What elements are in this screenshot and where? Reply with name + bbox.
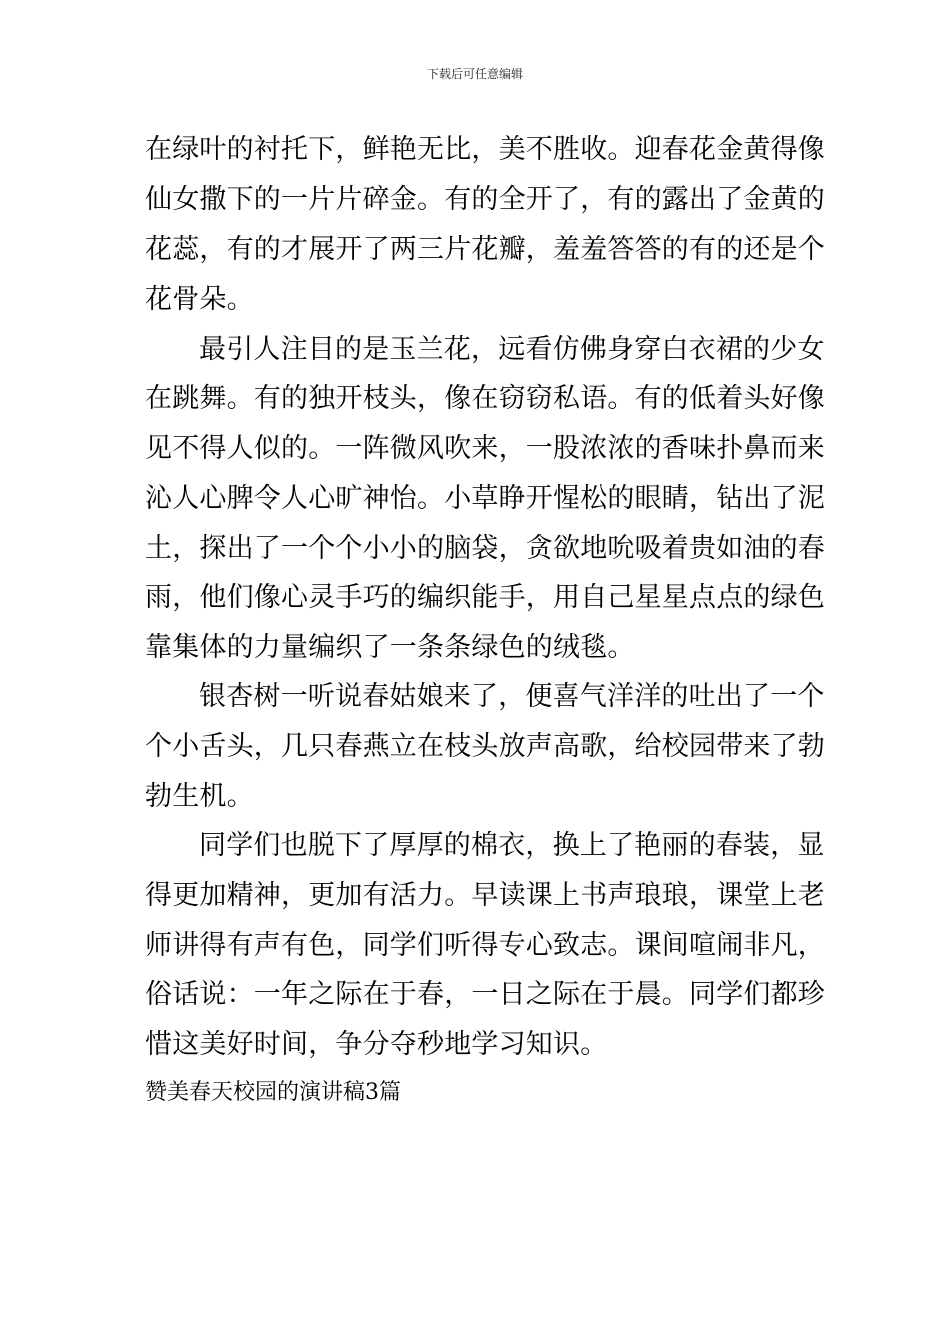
text-line: 沁人心脾令人心旷神怡。小草睁开惺松的眼睛，钻出了泥 [145, 483, 825, 514]
page-header: 下载后可任意编辑 [426, 67, 523, 81]
section-title: 赞美春天校园的演讲稿3篇 [145, 1080, 401, 1105]
text-line: 惜这美好时间，争分夺秒地学习知识。 [145, 1029, 608, 1060]
text-line: 土，探出了一个个小小的脑袋，贪欲地吮吸着贵如油的春 [145, 533, 825, 564]
text-line: 花骨朵。 [145, 284, 254, 315]
text-line: 师讲得有声有色，同学们听得专心致志。课间喧闹非凡， [145, 930, 825, 961]
text-line: 勃生机。 [145, 781, 254, 812]
text-line: 花蕊，有的才展开了两三片花瓣，羞羞答答的有的还是个 [145, 234, 825, 265]
text-line: 俗话说：一年之际在于春，一日之际在于晨。同学们都珍 [145, 979, 825, 1010]
text-line: 个小舌头，几只春燕立在枝头放声高歌，给校园带来了勃 [145, 731, 825, 762]
text-line: 靠集体的力量编织了一条条绿色的绒毯。 [145, 632, 635, 663]
text-line: 见不得人似的。一阵微风吹来，一股浓浓的香味扑鼻而来 [145, 433, 825, 464]
text-line: 在绿叶的衬托下，鲜艳无比，美不胜收。迎春花金黄得像 [145, 134, 825, 165]
paragraph-first-line: 银杏树一听说春姑娘来了，便喜气洋洋的吐出了一个 [199, 681, 825, 712]
text-line: 仙女撒下的一片片碎金。有的全开了，有的露出了金黄的 [145, 184, 825, 215]
text-line: 在跳舞。有的独开枝头，像在窃窃私语。有的低着头好像 [145, 383, 825, 414]
paragraph-first-line: 同学们也脱下了厚厚的棉衣，换上了艳丽的春装，显 [199, 830, 825, 861]
text-line: 得更加精神，更加有活力。早读课上书声琅琅，课堂上老 [145, 880, 825, 911]
text-line: 雨，他们像心灵手巧的编织能手，用自己星星点点的绿色 [145, 582, 825, 613]
paragraph-first-line: 最引人注目的是玉兰花，远看仿佛身穿白衣裙的少女 [199, 334, 825, 365]
